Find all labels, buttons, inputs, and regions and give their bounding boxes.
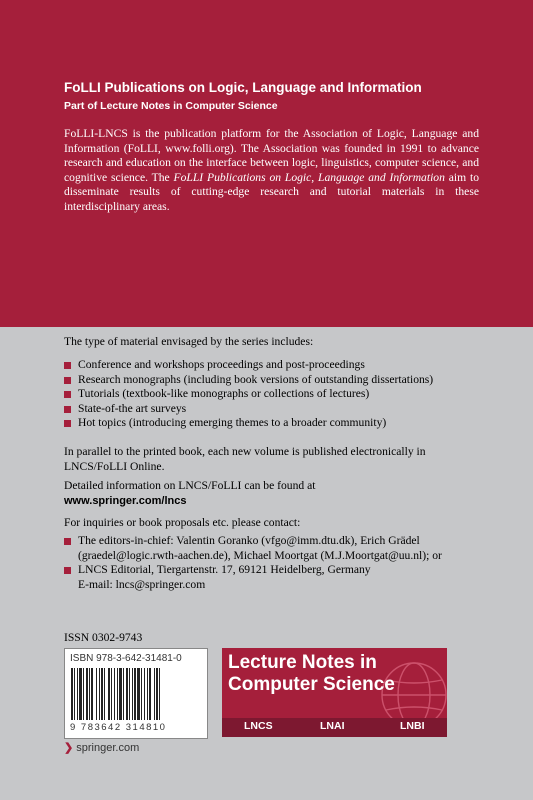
description-text-italic: FoLLI Publications on Logic, Language and Information [173, 170, 445, 184]
barcode-bar [96, 668, 97, 720]
detail-info [64, 479, 315, 508]
contact-line: LNCS Editorial, Tiergartenstr. 17, 69121 Heidelberg, Germany [78, 563, 371, 577]
lncs-tag: LNCS [244, 720, 273, 732]
lncs-logo [222, 648, 447, 737]
contact-line: The editors-in-chief: Valentin Goranko (vfgo@imm.dtu.dk), Erich Grädel [78, 534, 420, 547]
lncs-title [228, 652, 395, 696]
list-item-label: Research monographs (including book versions of outstanding dissertations) [78, 372, 434, 386]
barcode-bar [99, 668, 100, 720]
online-note-line: LNCS/FoLLI Online. [64, 459, 165, 473]
lncs-title-line: Lecture Notes in [228, 652, 377, 673]
barcode-bar [83, 668, 84, 720]
list-item [64, 402, 433, 417]
contact-intro: For inquiries or book proposals etc. please contact: [64, 516, 301, 529]
issn-label: ISSN 0302-9743 [64, 631, 143, 644]
lncs-title-line: Computer Science [228, 674, 395, 695]
barcode-bar [159, 668, 160, 720]
lncs-website-link[interactable]: www.springer.com/lncs [64, 494, 187, 507]
material-list [64, 358, 433, 431]
isbn-label: ISBN 978-3-642-31481-0 [70, 653, 182, 664]
barcode-graphic [69, 668, 203, 720]
description-text-post: aim to disseminate results of cutting-edge research and tutorial materials in these interdisciplinary areas. [64, 170, 480, 213]
bullet-icon [64, 391, 71, 398]
barcode-bar [149, 668, 151, 720]
barcode-bar [86, 668, 88, 720]
cover-header-panel [0, 0, 533, 327]
contact-list [64, 534, 442, 592]
lncs-series-strip [222, 718, 447, 737]
barcode-bar [101, 668, 103, 720]
list-item-label: Conference and workshops proceedings and post-proceedings [78, 358, 365, 371]
barcode-bar [132, 668, 133, 720]
list-item [64, 534, 442, 563]
list-item [64, 358, 433, 373]
isbn-barcode [64, 648, 208, 739]
barcode-number: 9 783642 314810 [70, 722, 167, 733]
barcode-bar [91, 668, 93, 720]
bullet-icon [64, 362, 71, 369]
barcode-bar [154, 668, 155, 720]
list-item [64, 387, 433, 402]
barcode-bar [77, 668, 78, 720]
list-item [64, 416, 433, 431]
bullet-icon [64, 406, 71, 413]
series-description [64, 127, 479, 215]
barcode-bar [114, 668, 115, 720]
barcode-bar [144, 668, 145, 720]
barcode-bar [119, 668, 122, 720]
contact-line: E-mail: lncs@springer.com [78, 577, 206, 591]
description-text-pre: FoLLI-LNCS is the publication platform for the Association of Logic, Language and Information (FoLLI, www.folli.org). The Association was founded in 1991 to advance research and education on the interface between logic, linguistics, computer science, and cognitive science. The [64, 127, 479, 184]
barcode-bar [117, 668, 118, 720]
publisher-name: springer.com [76, 742, 140, 754]
list-item-label: Tutorials (textbook-like monographs or collections of lectures) [78, 387, 370, 401]
barcode-bar [141, 668, 142, 720]
list-item-label: Hot topics (introducing emerging themes to a broader community) [78, 416, 387, 430]
barcode-bar [74, 668, 75, 720]
bullet-icon [64, 377, 71, 384]
publisher-mark [64, 741, 139, 754]
detail-info-text: Detailed information on LNCS/FoLLI can be found at [64, 479, 316, 492]
lnbi-tag: LNBI [400, 720, 425, 732]
barcode-bar [129, 668, 130, 720]
series-title: FoLLI Publications on Logic, Language and Information [64, 80, 422, 95]
contact-line: (graedel@logic.rwth-aachen.de), Michael Moortgat (M.J.Moortgat@uu.nl); or [78, 548, 442, 562]
barcode-bar [123, 668, 124, 720]
chevron-right-icon: ❯ [64, 742, 74, 754]
lnai-tag: LNAI [320, 720, 345, 732]
online-note-line: In parallel to the printed book, each new volume is published electronically in [64, 445, 426, 458]
barcode-bar [137, 668, 140, 720]
online-note [64, 445, 426, 474]
barcode-bar [71, 668, 73, 720]
list-item [64, 563, 442, 592]
barcode-bar [134, 668, 136, 720]
barcode-bar [79, 668, 82, 720]
barcode-bar [156, 668, 158, 720]
series-subtitle: Part of Lecture Notes in Computer Science [64, 100, 278, 112]
barcode-bar [147, 668, 148, 720]
list-item-label: State-of-the art surveys [78, 401, 187, 415]
barcode-bar [89, 668, 90, 720]
barcode-bar [104, 668, 105, 720]
bullet-icon [64, 567, 71, 574]
bullet-icon [64, 538, 71, 545]
bullet-icon [64, 420, 71, 427]
barcode-bar [111, 668, 112, 720]
list-item [64, 373, 433, 388]
barcode-bar [126, 668, 128, 720]
barcode-bar [108, 668, 110, 720]
series-intro: The type of material envisaged by the series includes: [64, 335, 314, 348]
